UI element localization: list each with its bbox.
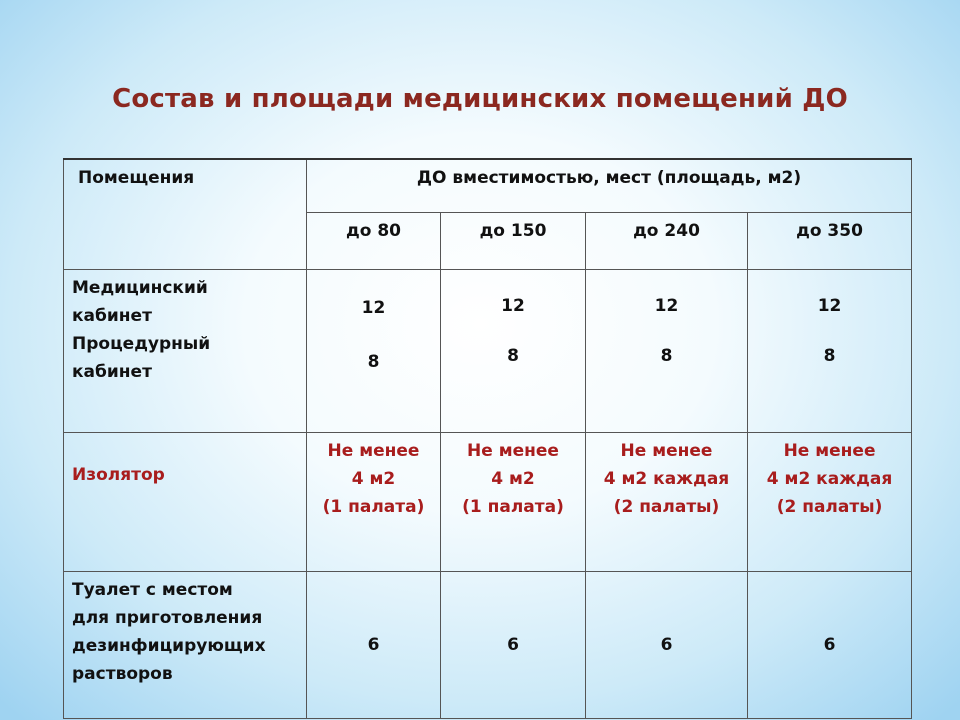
- value-text: Не менее: [620, 441, 713, 461]
- row-label-line: для приготовления: [72, 608, 263, 628]
- value-text: 12: [501, 296, 525, 316]
- value-text: (2 палаты): [776, 497, 883, 517]
- value-text: 6: [823, 635, 836, 655]
- table-cell: [307, 270, 441, 433]
- table-cell: [748, 433, 912, 572]
- table-row-isolator: [64, 433, 912, 572]
- row-label-medical: [64, 270, 307, 433]
- table-cell: [441, 270, 586, 433]
- header-row: [64, 159, 912, 213]
- value-text: Не менее: [467, 441, 559, 461]
- row-label-line: дезинфицирующих: [72, 636, 266, 656]
- value-text: 4 м2: [491, 469, 535, 489]
- column-header: до 350: [748, 213, 912, 270]
- table-cell: [748, 572, 912, 719]
- rooms-header: [64, 159, 307, 270]
- value-text: 4 м2: [351, 469, 396, 489]
- value-text: 8: [660, 346, 673, 366]
- value-text: 4 м2 каждая: [603, 469, 730, 489]
- capacity-header: [307, 159, 912, 213]
- row-label-line: кабинет: [72, 306, 152, 326]
- row-label-line: Процедурный: [72, 334, 211, 354]
- value-text: 12: [654, 296, 679, 316]
- value-text: (1 палата): [462, 497, 564, 517]
- table-cell: [307, 433, 441, 572]
- value-text: 8: [823, 346, 836, 366]
- column-header: до 80: [307, 213, 441, 270]
- value-text: 6: [660, 635, 673, 655]
- column-header: до 240: [586, 213, 748, 270]
- value-text: 12: [817, 296, 842, 316]
- value-text: Не менее: [783, 441, 876, 461]
- row-label-line: Туалет с местом: [72, 580, 233, 600]
- table-cell: [586, 572, 748, 719]
- row-label-line: Изолятор: [72, 465, 165, 485]
- value-text: 8: [367, 352, 380, 372]
- slide-title: Состав и площади медицинских помещений ДО: [112, 84, 848, 114]
- rooms-table: [63, 158, 912, 719]
- table-cell: [441, 572, 586, 719]
- capacity-header-label: ДО вместимостью, мест (площадь, м2): [416, 168, 802, 188]
- table-row-medical: [64, 270, 912, 433]
- value-text: (1 палата): [322, 497, 425, 517]
- table-cell: [307, 572, 441, 719]
- row-label-isolator: [64, 433, 307, 572]
- value-text: 4 м2 каждая: [766, 469, 893, 489]
- table-cell: [586, 270, 748, 433]
- row-label-line: кабинет: [72, 362, 152, 382]
- table-row-toilet: [64, 572, 912, 719]
- table-cell: [441, 433, 586, 572]
- row-label-line: Медицинский: [72, 278, 208, 298]
- row-label-line: растворов: [72, 664, 173, 684]
- value-text: 12: [361, 298, 386, 318]
- row-label-toilet: [64, 572, 307, 719]
- value-text: (2 палаты): [613, 497, 720, 517]
- value-text: 8: [507, 346, 519, 366]
- column-header: до 150: [441, 213, 586, 270]
- value-text: 6: [507, 635, 519, 655]
- value-text: Не менее: [327, 441, 420, 461]
- rooms-header-label: Помещения: [78, 168, 195, 188]
- value-text: 6: [367, 635, 380, 655]
- table-cell: [586, 433, 748, 572]
- table-cell: [748, 270, 912, 433]
